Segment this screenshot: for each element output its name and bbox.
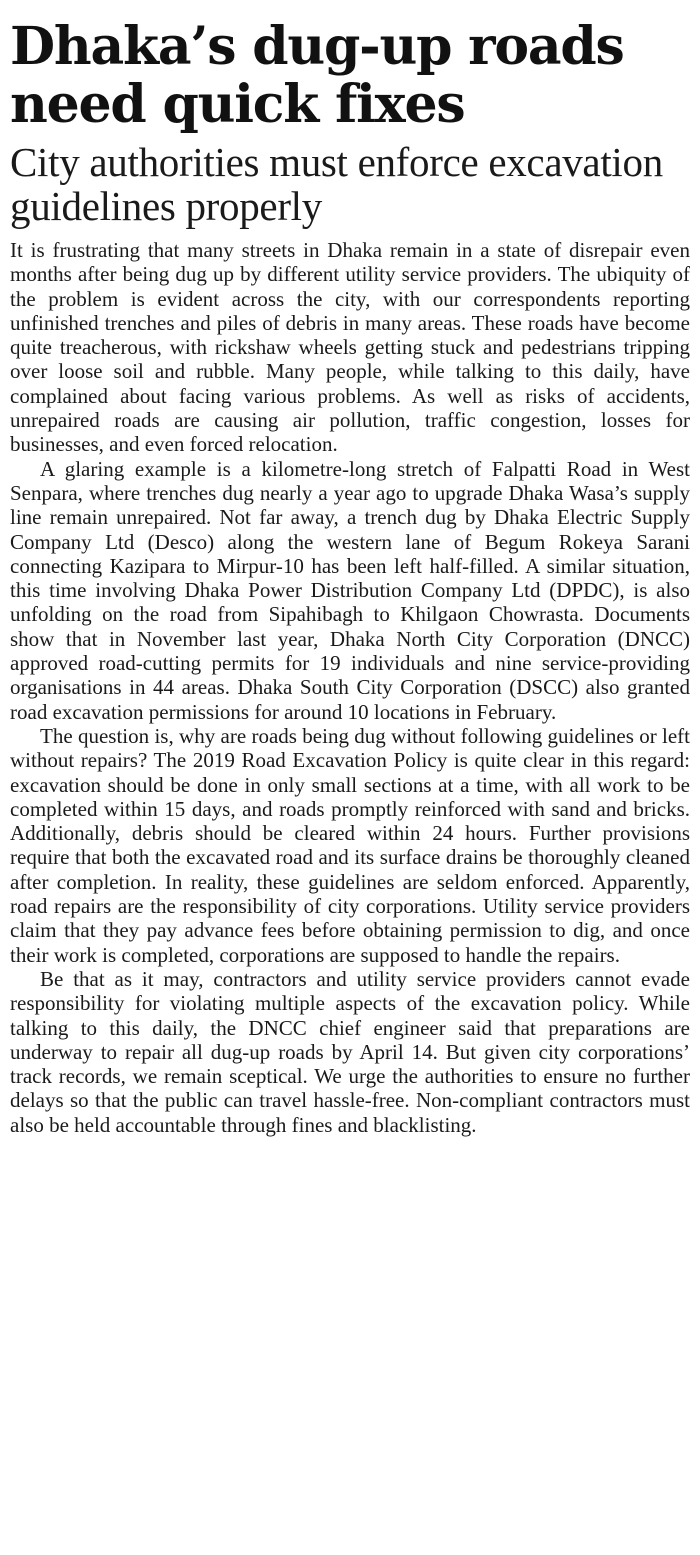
- paragraph-2: A glaring example is a kilometre-long stretch of Falpatti Road in West Senpara, where trenches dug nearly a year ago to upgrade Dhaka Wasa’s supply line remain unrepaired. Not far away, a trench dug by Dhaka Electric Supply Company Ltd (Desco) along the western lane of Begum Rokeya Sarani connecting Kazipara to Mirpur-10 has been left half-filled. A similar situation, this time involving Dhaka Power Distribution Company Ltd (DPDC), is also unfolding on the road from Sipahibagh to Khilgaon Chowrasta. Documents show that in November last year, Dhaka North City Corporation (DNCC) approved road-cutting permits for 19 individuals and nine service-providing organisations in 44 areas. Dhaka South City Corporation (DSCC) also granted road excavation permissions for around 10 locations in February.: [10, 456, 690, 724]
- paragraph-1: It is frustrating that many streets in Dhaka remain in a state of disrepair even months after being dug up by different utility service providers. The ubiquity of the problem is evident across the city, with our correspondents reporting unfinished trenches and piles of debris in many areas. These roads have become quite treacherous, with rickshaw wheels getting stuck and pedestrians tripping over loose soil and rubble. Many people, while talking to this daily, have complained about facing various problems. As well as risks of accidents, unrepaired roads are causing air pollution, traffic congestion, losses for businesses, and even forced relocation.: [10, 238, 690, 457]
- headline: Dhaka’s dug-up roads need quick fixes: [10, 16, 624, 135]
- paragraph-4: Be that as it may, contractors and utility service providers cannot evade responsibility for violating multiple aspects of the excavation policy. While talking to this daily, the DNCC chief engineer said that preparations are underway to repair all dug-up roads by April 14. But given city corporations’ track records, we remain sceptical. We urge the authorities to ensure no further delays so that the public can travel hassle-free. Non-compliant contractors must also be held accountable through fines and blacklisting.: [10, 966, 690, 1137]
- subheadline: City authorities must enforce excavation guidelines properly: [10, 139, 663, 229]
- paragraph-3: The question is, why are roads being dug without following guidelines or left without repairs? The 2019 Road Excavation Policy is quite clear in this regard: excavation should be done in only small sections at a time, with all work to be completed within 15 days, and roads promptly reinforced with sand and bricks. Additionally, debris should be cleared within 24 hours. Further provisions require that both the excavated road and its surface drains be thoroughly cleaned after completion. In reality, these guidelines are seldom enforced. Apparently, road repairs are the responsibility of city corporations. Utility service providers claim that they pay advance fees before obtaining permission to dig, and once their work is completed, corporations are supposed to handle the repairs.: [10, 723, 690, 967]
- article-body: [10, 238, 690, 1137]
